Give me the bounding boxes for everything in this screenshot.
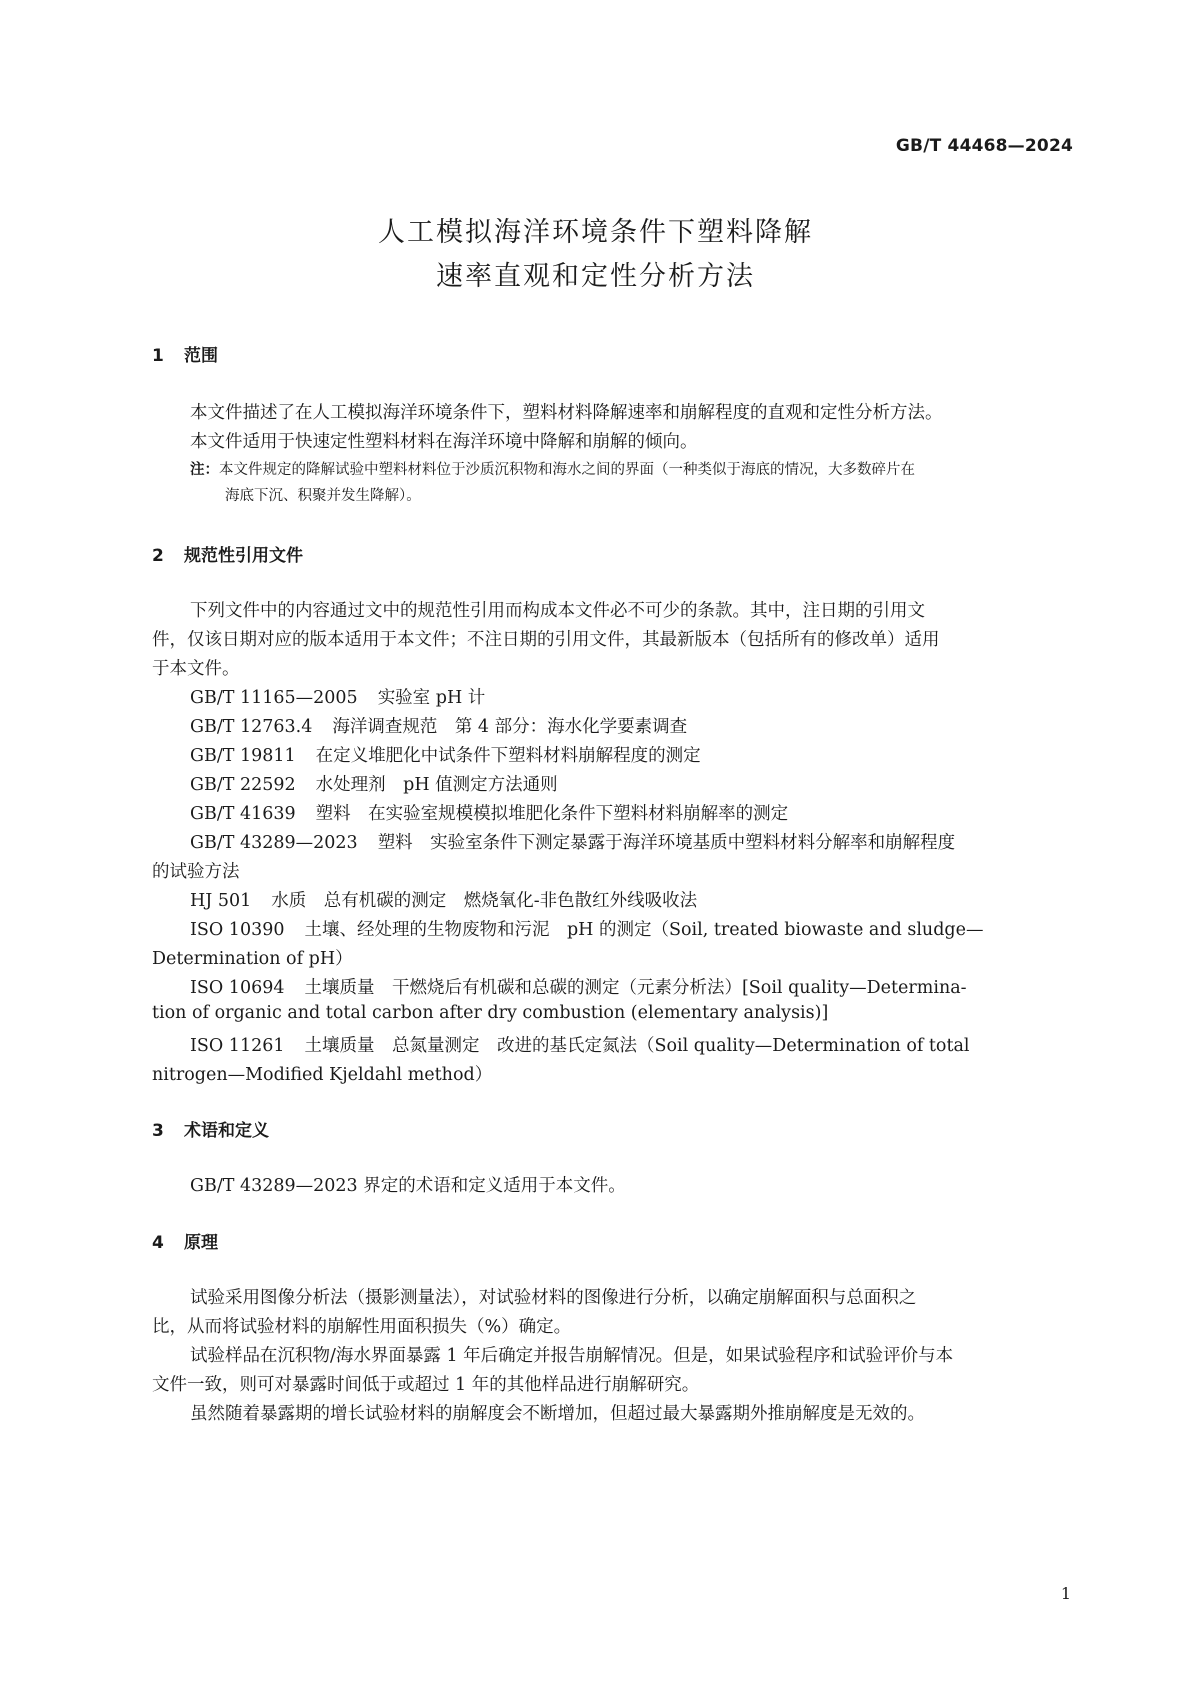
reference-code: GB/T 11165—2005 (190, 688, 358, 708)
document-title-line1: 人工模拟海洋环境条件下塑料降解 (378, 217, 813, 248)
reference-title: 海洋调查规范 第 4 部分：海水化学要素调查 (332, 717, 688, 737)
note (190, 458, 915, 479)
reference-code: ISO 10694 (190, 978, 285, 998)
reference-entry-continued: 的试验方法 (152, 862, 240, 882)
reference-entry (190, 974, 1072, 999)
reference-code: GB/T 12763.4 (190, 717, 313, 737)
reference-title: 实验室 pH 计 (377, 688, 486, 708)
paragraph: 文件一致，则可对暴露时间低于或超过 1 年的其他样品进行崩解研究。 (152, 1375, 700, 1395)
section-number: 2 (152, 546, 164, 566)
reference-entry (190, 742, 1072, 767)
paragraph: 试验采用图像分析法（摄影测量法），对试验材料的图像进行分析，以确定崩解面积与总面积之 (190, 1288, 917, 1308)
reference-entry (190, 800, 1072, 825)
reference-code: ISO 11261 (190, 1036, 285, 1056)
reference-entry (190, 829, 1072, 854)
section-3-heading (152, 1116, 269, 1141)
reference-code: GB/T 22592 (190, 775, 296, 795)
reference-entry (190, 771, 1072, 796)
reference-entry-continued: nitrogen—Modified Kjeldahl method） (152, 1065, 493, 1085)
reference-entry (190, 887, 1072, 912)
reference-title: 土壤、经处理的生物废物和污泥 pH 的测定（Soil, treated biowaste and sludge— (304, 920, 984, 940)
section-title: 术语和定义 (184, 1121, 269, 1141)
page-number: 1 (1060, 1584, 1071, 1603)
paragraph: 本文件描述了在人工模拟海洋环境条件下，塑料材料降解速率和崩解程度的直观和定性分析方法。 (190, 403, 943, 423)
reference-title: 水处理剂 pH 值测定方法通则 (315, 775, 558, 795)
paragraph: 件，仅该日期对应的版本适用于本文件；不注日期的引用文件，其最新版本（包括所有的修改单）适用 (152, 630, 940, 650)
reference-code: ISO 10390 (190, 920, 285, 940)
paragraph: 下列文件中的内容通过文中的规范性引用而构成本文件必不可少的条款。其中，注日期的引用文 (190, 601, 925, 621)
section-1-heading (152, 341, 218, 366)
reference-title: 土壤质量 干燃烧后有机碳和总碳的测定（元素分析法）[Soil quality—Determina- (304, 978, 967, 998)
section-number: 3 (152, 1121, 164, 1141)
section-title: 规范性引用文件 (184, 546, 303, 566)
section-4-heading (152, 1228, 218, 1253)
section-number: 1 (152, 346, 164, 366)
paragraph: 本文件适用于快速定性塑料材料在海洋环境中降解和崩解的倾向。 (190, 432, 698, 452)
reference-entry (190, 1032, 1072, 1057)
document-title-line2: 速率直观和定性分析方法 (436, 261, 755, 292)
reference-title: 水质 总有机碳的测定 燃烧氧化-非色散红外线吸收法 (271, 891, 698, 911)
paragraph: 虽然随着暴露期的增长试验材料的崩解度会不断增加，但超过最大暴露期外推崩解度是无效的。 (190, 1404, 925, 1424)
paragraph: GB/T 43289—2023 界定的术语和定义适用于本文件。 (190, 1176, 626, 1196)
reference-entry-continued: tion of organic and total carbon after dry combustion (elementary analysis)] (152, 1003, 829, 1023)
reference-entry (190, 713, 1072, 738)
section-2-heading (152, 541, 303, 566)
section-title: 范围 (184, 346, 218, 366)
reference-code: GB/T 41639 (190, 804, 296, 824)
section-title: 原理 (184, 1233, 218, 1253)
paragraph: 比，从而将试验材料的崩解性用面积损失（%）确定。 (152, 1317, 572, 1337)
note-text-continued: 海底下沉、积聚并发生降解）。 (225, 488, 421, 504)
paragraph: 试验样品在沉积物/海水界面暴露 1 年后确定并报告崩解情况。但是，如果试验程序和试验评价与本 (190, 1346, 954, 1366)
reference-code: HJ 501 (190, 891, 252, 911)
section-number: 4 (152, 1233, 164, 1253)
reference-code: GB/T 43289—2023 (190, 833, 358, 853)
reference-code: GB/T 19811 (190, 746, 296, 766)
note-text: 本文件规定的降解试验中塑料材料位于沙质沉积物和海水之间的界面（一种类似于海底的情况，大多数碎片在 (219, 462, 915, 478)
paragraph: 于本文件。 (152, 659, 240, 679)
note-label: 注： (190, 462, 219, 478)
reference-title: 塑料 实验室条件下测定暴露于海洋环境基质中塑料材料分解率和崩解程度 (377, 833, 956, 853)
reference-entry-continued: Determination of pH） (152, 949, 353, 969)
reference-entry (190, 916, 1072, 941)
reference-title: 在定义堆肥化中试条件下塑料材料崩解程度的测定 (315, 746, 701, 766)
reference-title: 塑料 在实验室规模模拟堆肥化条件下塑料材料崩解率的测定 (315, 804, 789, 824)
reference-title: 土壤质量 总氮量测定 改进的基氏定氮法（Soil quality—Determination of total (304, 1036, 970, 1056)
reference-entry (190, 684, 1072, 709)
standard-number: GB/T 44468—2024 (895, 136, 1073, 156)
